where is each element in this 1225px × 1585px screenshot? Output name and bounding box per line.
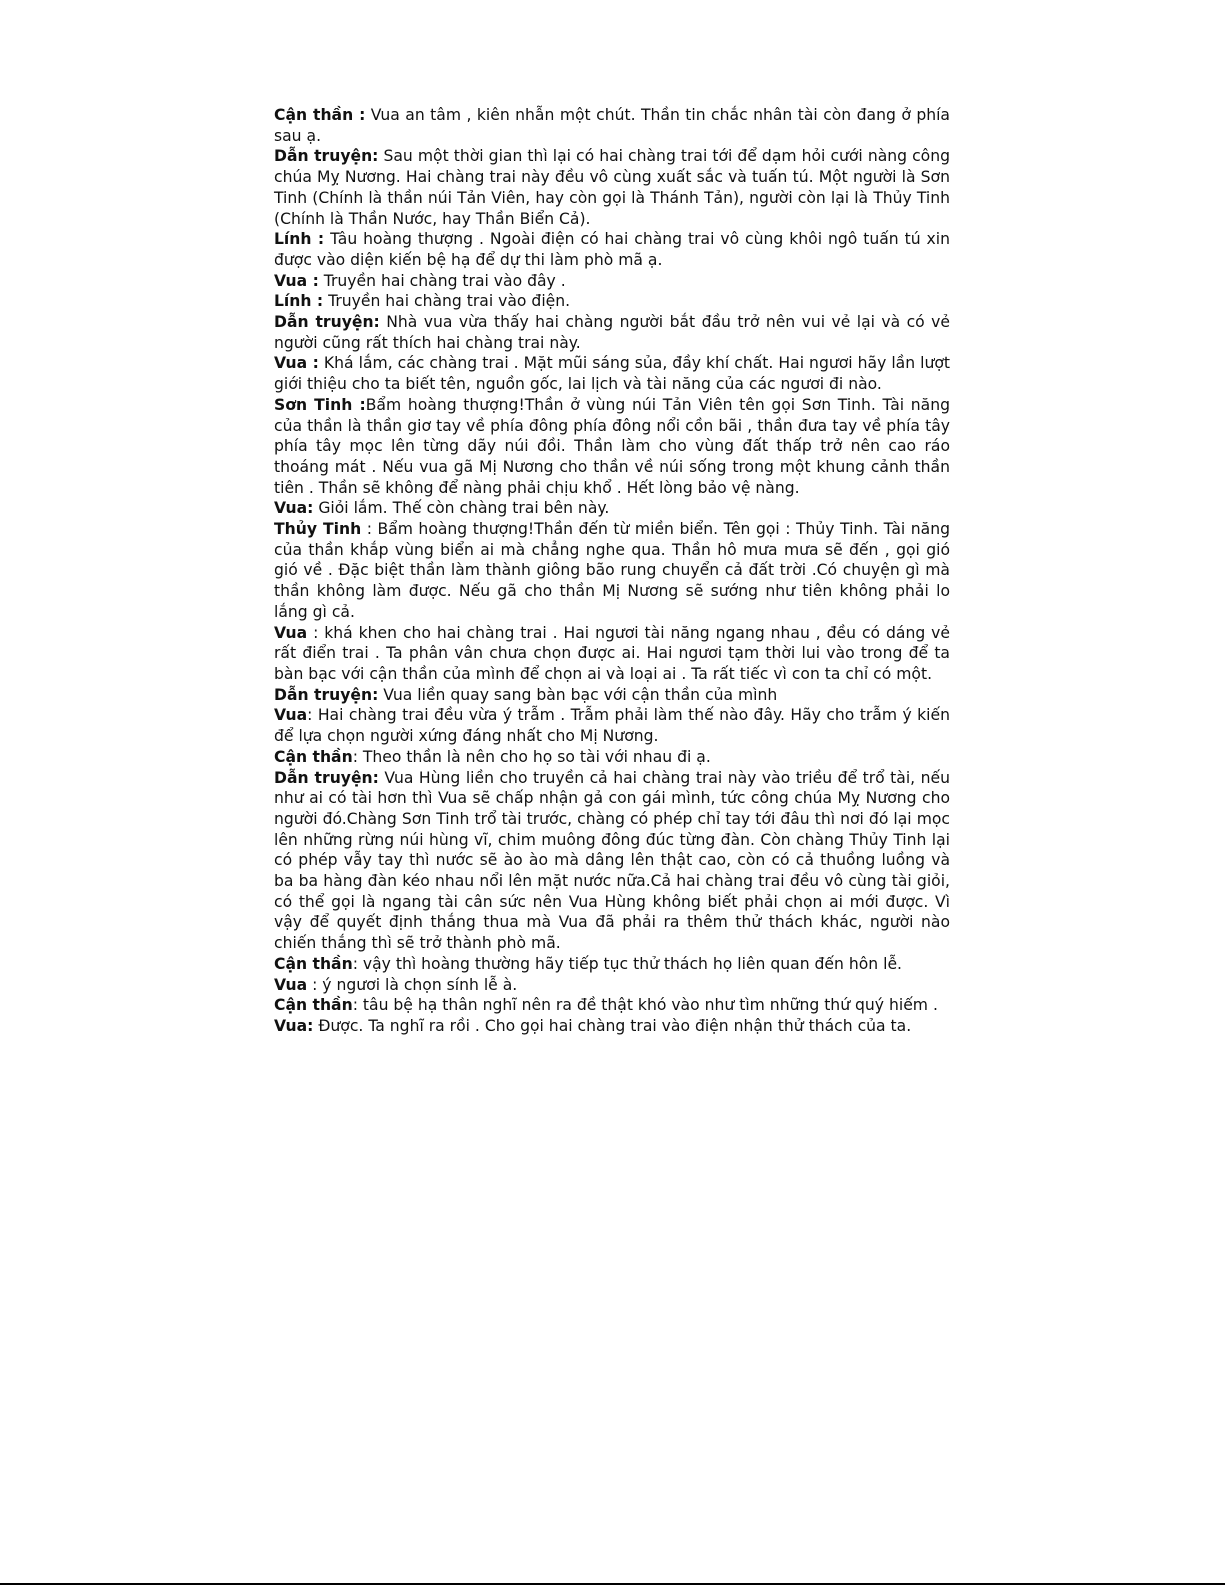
dialogue-text: Được. Ta nghĩ ra rồi . Cho gọi hai chàng trai vào điện nhận thử thách của ta. [313,1016,912,1035]
dialogue-text: Nhà vua vừa thấy hai chàng người bắt đầu trở nên vui vẻ lại và có vẻ người cũng rất thích hai chàng trai này. [274,313,950,352]
dialogue-text: Vua liền quay sang bàn bạc với cận thần của mình [378,685,778,704]
dialogue-paragraph [274,105,950,146]
speaker-label: Vua : [274,271,319,290]
speaker-label: Vua : [274,354,319,373]
dialogue-text: Bẩm hoàng thượng!Thần ở vùng núi Tản Viên tên gọi Sơn Tinh. Tài năng của thần là thần giơ tay về phía đông phía đông nổi cồn bãi , thần đưa tay về phía tây phía tây mọc lên từng dãy núi đồi. Thần làm cho vùng đất thấp trở nên cao ráo thoáng mát . Nếu vua gã Mị Nương cho thần về núi sống trong một khung cảnh thần tiên . Thần sẽ không để nàng phải chịu khổ . Hết lòng bảo vệ nàng. [274,395,950,497]
speaker-label: Lính : [274,230,325,249]
dialogue-paragraph [274,685,950,706]
dialogue-paragraph [274,312,950,353]
dialogue-text: : tâu bệ hạ thân nghĩ nên ra đề thật khó vào như tìm những thứ quý hiếm . [352,996,938,1015]
speaker-label: Dẫn truyện: [274,313,380,332]
speaker-label: Vua: [274,499,314,518]
dialogue-paragraph [274,146,950,229]
dialogue-text: Vua Hùng liền cho truyền cả hai chàng trai này vào triều để trổ tài, nếu như ai có tài hơn thì Vua sẽ chấp nhận gả con gái mình, tức công chúa Mỵ Nương cho người đó.Chàng Sơn Tinh trổ tài trước, chàng có phép chỉ tay tới đâu thì nơi đó lại mọc lên những rừng núi hùng vĩ, chim muông đông đúc từng đàn. Còn chàng Thủy Tinh lại có phép vẫy tay thì nước sẽ ào ào mà dâng lên thật cao, còn có cả thuồng luồng và ba ba hàng đàn kéo nhau nổi lên mặt nước nữa.Cả hai chàng trai đều vô cùng tài giỏi, có thể gọi là ngang tài cân sức nên Vua Hùng không biết phải chọn ai mới được. Vì vậy để quyết định thắng thua mà Vua đã phải ra thêm thử thách khác, người nào chiến thắng thì sẽ trở thành phò mã. [274,768,950,953]
dialogue-paragraph [274,229,950,270]
dialogue-paragraph [274,1016,950,1037]
speaker-label: Vua [274,975,308,994]
dialogue-text: Tâu hoàng thượng . Ngoài điện có hai chàng trai vô cùng khôi ngô tuấn tú xin được vào diện kiến bệ hạ để dự thi làm phò mã ạ. [274,230,950,269]
dialogue-paragraph [274,395,950,499]
dialogue-text: : Bẩm hoàng thượng!Thần đến từ miền biển. Tên gọi : Thủy Tinh. Tài năng của thần khắp vùng biển ai mà chẳng nghe qua. Thần hô mưa mưa sẽ đến , gọi gió gió về . Đặc biệt thần làm thành giông bão rung chuyển cả đất trời .Có chuyện gì mà thần không làm được. Nếu gã cho thần Mị Nương sẽ sướng như tiên không phải lo lắng gì cả. [274,520,950,621]
speaker-label: Sơn Tinh : [274,395,366,414]
dialogue-text: Sau một thời gian thì lại có hai chàng trai tới để dạm hỏi cưới nàng công chúa Mỵ Nương. Hai chàng trai này đều vô cùng xuất sắc và tuấn tú. Một người là Sơn Tinh (Chính là thần núi Tản Viên, hay còn gọi là Thánh Tản), người còn lại là Thủy Tinh (Chính là Thần Nước, hay Thần Biển Cả). [274,147,950,228]
speaker-label: Cận thần : [274,106,366,124]
speaker-label: Cận thần [274,954,353,973]
dialogue-paragraph [274,975,950,996]
dialogue-paragraph [274,768,950,954]
speaker-label: Dẫn truyện: [274,685,379,704]
dialogue-text: : vậy thì hoàng thường hãy tiếp tục thử thách họ liên quan đến hôn lễ. [352,954,903,973]
dialogue-text: : ý ngươi là chọn sính lễ à. [307,975,518,994]
speaker-label: Thủy Tinh [274,520,362,539]
speaker-label: Vua [274,623,308,642]
dialogue-text: : Theo thần là nên cho họ so tài với nhau đi ạ. [352,747,711,766]
dialogue-text: Giỏi lắm. Thế còn chàng trai bên này. [313,499,610,518]
dialogue-text: : khá khen cho hai chàng trai . Hai ngươi tài năng ngang nhau , đều có dáng vẻ rất điển trai . Ta phân vân chưa chọn được ai. Hai ngươi tạm thời lui vào trong để ta bàn bạc với cận thần của mình để chọn ai và loại ai . Ta rất tiếc vì con ta chỉ có một. [274,623,950,683]
dialogue-paragraph [274,271,950,292]
dialogue-text: Truyền hai chàng trai vào đây . [318,271,566,290]
speaker-label: Vua: [274,1016,314,1035]
dialogue-paragraph [274,623,950,685]
dialogue-paragraph [274,954,950,975]
speaker-label: Vua [274,706,308,725]
dialogue-text: Khá lắm, các chàng trai . Mặt mũi sáng sủa, đầy khí chất. Hai ngươi hãy lần lượt giới thiệu cho ta biết tên, nguồn gốc, lai lịch và tài năng của các ngươi đi nào. [274,354,950,394]
dialogue-paragraph [274,747,950,768]
dialogue-text: : Hai chàng trai đều vừa ý trẫm . Trẫm phải làm thế nào đây. Hãy cho trẫm ý kiến để lựa chọn người xứng đáng nhất cho Mị Nương. [274,706,950,746]
speaker-label: Lính : [274,292,324,311]
dialogue-paragraph [274,519,950,623]
dialogue-paragraph [274,705,950,746]
speaker-label: Cận thần [274,747,353,766]
speaker-label: Dẫn truyện: [274,768,379,787]
dialogue-paragraph [274,498,950,519]
document-page [274,105,950,1037]
dialogue-paragraph [274,995,950,1016]
dialogue-paragraph [274,353,950,394]
dialogue-text: Truyền hai chàng trai vào điện. [323,292,571,311]
dialogue-paragraph [274,291,950,312]
speaker-label: Dẫn truyện: [274,147,379,166]
dialogue-text: Vua an tâm , kiên nhẫn một chút. Thần tin chắc nhân tài còn đang ở phía sau ạ. [274,106,950,145]
speaker-label: Cận thần [274,996,353,1015]
